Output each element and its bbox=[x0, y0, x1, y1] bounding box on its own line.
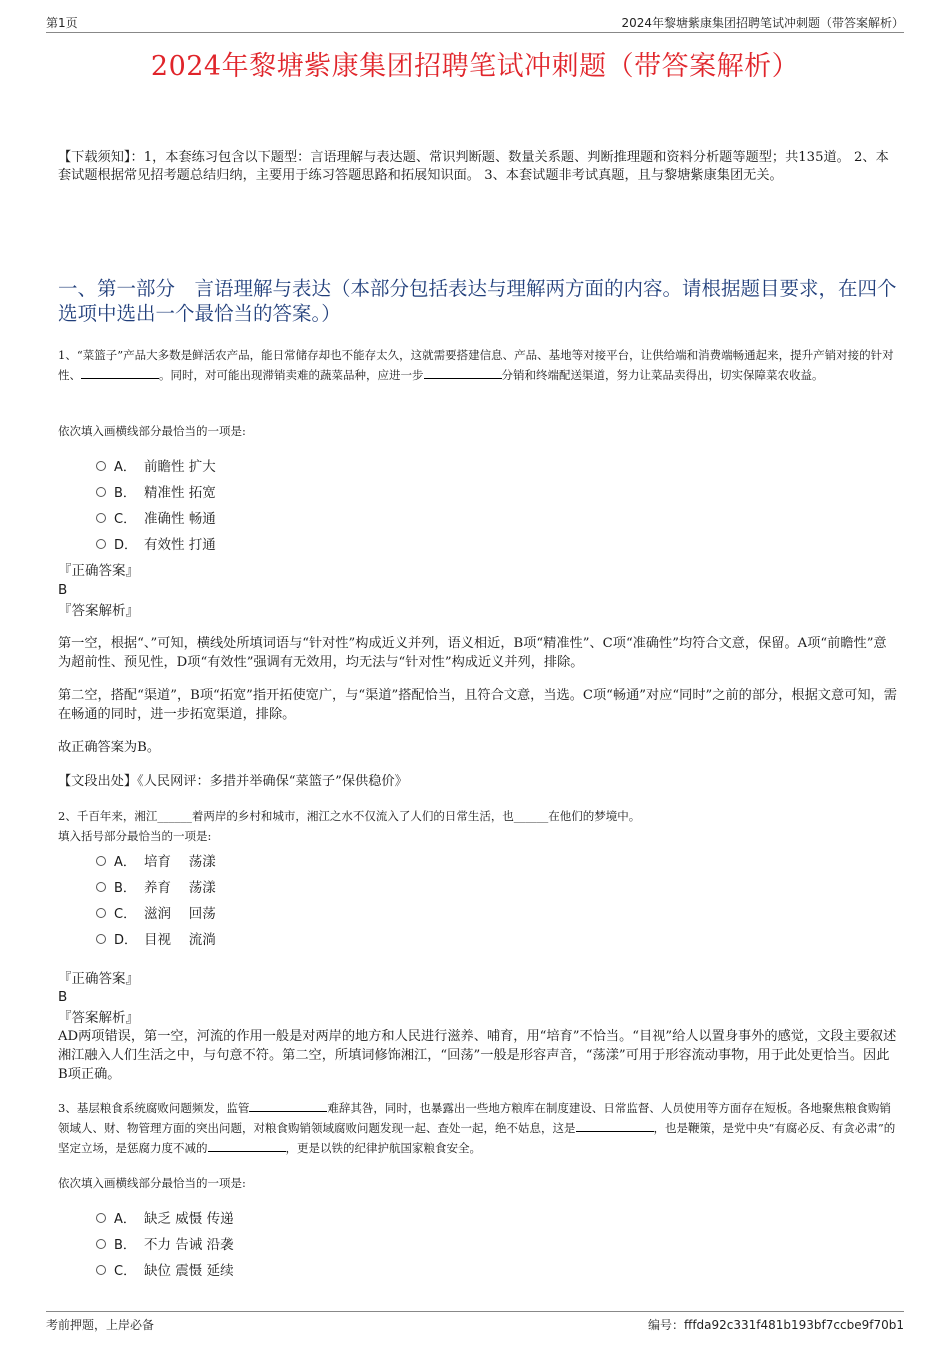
question-1-options bbox=[96, 452, 496, 556]
correct-answer: B bbox=[58, 989, 68, 1005]
answer-label: 『正确答案』 bbox=[58, 563, 139, 579]
radio-icon[interactable] bbox=[96, 1213, 106, 1223]
fill-blank bbox=[81, 366, 159, 379]
fill-blank bbox=[424, 366, 502, 379]
page-number: 第1页 bbox=[46, 16, 78, 30]
fill-blank bbox=[249, 1099, 327, 1112]
question-2-prompt: 填入括号部分最恰当的一项是: bbox=[58, 829, 212, 843]
radio-icon[interactable] bbox=[96, 539, 106, 549]
radio-icon[interactable] bbox=[96, 513, 106, 523]
section-heading: 一、第一部分 言语理解与表达（本部分包括表达与理解两方面的内容。请根据题目要求，在四个选项中选出一个最恰当的答案。） bbox=[58, 277, 897, 325]
question-3-options bbox=[96, 1204, 496, 1282]
question-2-options bbox=[96, 847, 496, 951]
radio-icon[interactable] bbox=[96, 487, 106, 497]
option-b[interactable]: B． 精准性 拓宽 bbox=[96, 478, 496, 504]
question-1-stem: 1、“菜篮子”产品大多数是鲜活农产品，能日常储存却也不能存太久，这就需要搭建信息、产品、基地等对接平台，让供给端和消费端畅通起来，提升产销对接的针对性、 。同时，对可能出现滞销卖难的蔬菜品种，应进一步 分销和终端配送渠道，努力让菜品卖得出，切实保障菜农收益。 bbox=[58, 348, 894, 382]
analysis-label: 『答案解析』 bbox=[58, 603, 139, 619]
footer-slogan: 考前押题，上岸必备 bbox=[46, 1318, 155, 1332]
option-a[interactable]: A． 前瞻性 扩大 bbox=[96, 452, 496, 478]
analysis-paragraph: AD两项错误，第一空，河流的作用一般是对两岸的地方和人民进行滋养、哺育，用“培育”不恰当。“目视”给人以置身事外的感觉，文段主要叙述湘江融入人们生活之中，与句意不符。第二空，所填词修饰湘江，“回荡”一般是形容声音，“荡漾”可用于形容流动事物，用于此处更恰当。因此B项正确。 bbox=[58, 1029, 897, 1082]
header-doc-title: 2024年黎塘紫康集团招聘笔试冲刺题（带答案解析） bbox=[621, 16, 904, 30]
option-a[interactable]: A． 培育 荡漾 bbox=[96, 847, 496, 873]
option-a[interactable]: A． 缺乏 威慑 传递 bbox=[96, 1204, 496, 1230]
question-3-stem: 3、基层粮食系统腐败问题频发，监管 难辞其咎，同时，也暴露出一些地方粮库在制度建设、日常监督、人员使用等方面存在短板。各地聚焦粮食购销领域人、财、物管理方面的突出问题，对粮食购销领域腐败问题发现一起、查处一起，绝不姑息，这是 ，也是鞭策，是党中央“有腐必反、有贪必肃”的坚定立场，是惩腐力度不减的 ，更是以铁的纪律护航国家粮食安全。 bbox=[58, 1101, 896, 1155]
option-c[interactable]: C． 滋润 回荡 bbox=[96, 899, 496, 925]
radio-icon[interactable] bbox=[96, 1239, 106, 1249]
analysis-paragraph: 第二空，搭配“渠道”，B项“拓宽”指开拓使宽广，与“渠道”搭配恰当，且符合文意，当选。C项“畅通”对应“同时”之前的部分，根据文意可知，需在畅通的同时，进一步拓宽渠道，排除。 bbox=[58, 688, 897, 722]
page-header bbox=[46, 12, 904, 33]
analysis-paragraph: 第一空，根据“、”可知，横线处所填词语与“针对性”构成近义并列，语义相近，B项“精准性”、C项“准确性”均符合文意，保留。A项“前瞻性”意为超前性、预见性，D项“有效性”强调有无效用，均无法与“针对性”构成近义并列，排除。 bbox=[58, 636, 887, 670]
answer-label: 『正确答案』 bbox=[58, 971, 139, 987]
analysis-label: 『答案解析』 bbox=[58, 1010, 139, 1026]
option-d[interactable]: D． 目视 流淌 bbox=[96, 925, 496, 951]
option-d[interactable]: D． 有效性 打通 bbox=[96, 530, 496, 556]
document-title: 2024年黎塘紫康集团招聘笔试冲刺题（带答案解析） bbox=[150, 51, 800, 82]
fill-blank bbox=[208, 1139, 286, 1152]
option-c[interactable]: C． 缺位 震慑 延续 bbox=[96, 1256, 496, 1282]
radio-icon[interactable] bbox=[96, 934, 106, 944]
question-1-prompt: 依次填入画横线部分最恰当的一项是: bbox=[58, 424, 246, 438]
correct-answer: B bbox=[58, 582, 68, 598]
option-c[interactable]: C． 准确性 畅通 bbox=[96, 504, 496, 530]
radio-icon[interactable] bbox=[96, 882, 106, 892]
question-2-stem: 2、千百年来，湘江______着两岸的乡村和城市，湘江之水不仅流入了人们的日常生活，也______在他们的梦境中。 bbox=[58, 809, 641, 823]
radio-icon[interactable] bbox=[96, 461, 106, 471]
radio-icon[interactable] bbox=[96, 856, 106, 866]
option-b[interactable]: B． 养育 荡漾 bbox=[96, 873, 496, 899]
analysis-conclusion: 故正确答案为B。 bbox=[58, 740, 161, 755]
fill-blank bbox=[576, 1119, 654, 1132]
document-id: 编号：fffda92c331f481b193bf7ccbe9f70b1 bbox=[648, 1318, 904, 1332]
page-footer bbox=[46, 1311, 904, 1334]
download-notice: 【下载须知】：1，本套练习包含以下题型：言语理解与表达题、常识判断题、数量关系题、判断推理题和资料分析题等题型；共135道。 2、本套试题根据常见招考题总结归纳，主要用于练习答题思路和拓展知识面。 3、本套试题非考试真题，且与黎塘紫康集团无关。 bbox=[58, 150, 889, 183]
radio-icon[interactable] bbox=[96, 1265, 106, 1275]
radio-icon[interactable] bbox=[96, 908, 106, 918]
source-citation: 【文段出处】《人民网评：多措并举确保“菜篮子”保供稳价》 bbox=[58, 774, 408, 789]
option-b[interactable]: B． 不力 告诫 沿袭 bbox=[96, 1230, 496, 1256]
question-3-prompt: 依次填入画横线部分最恰当的一项是: bbox=[58, 1176, 246, 1190]
